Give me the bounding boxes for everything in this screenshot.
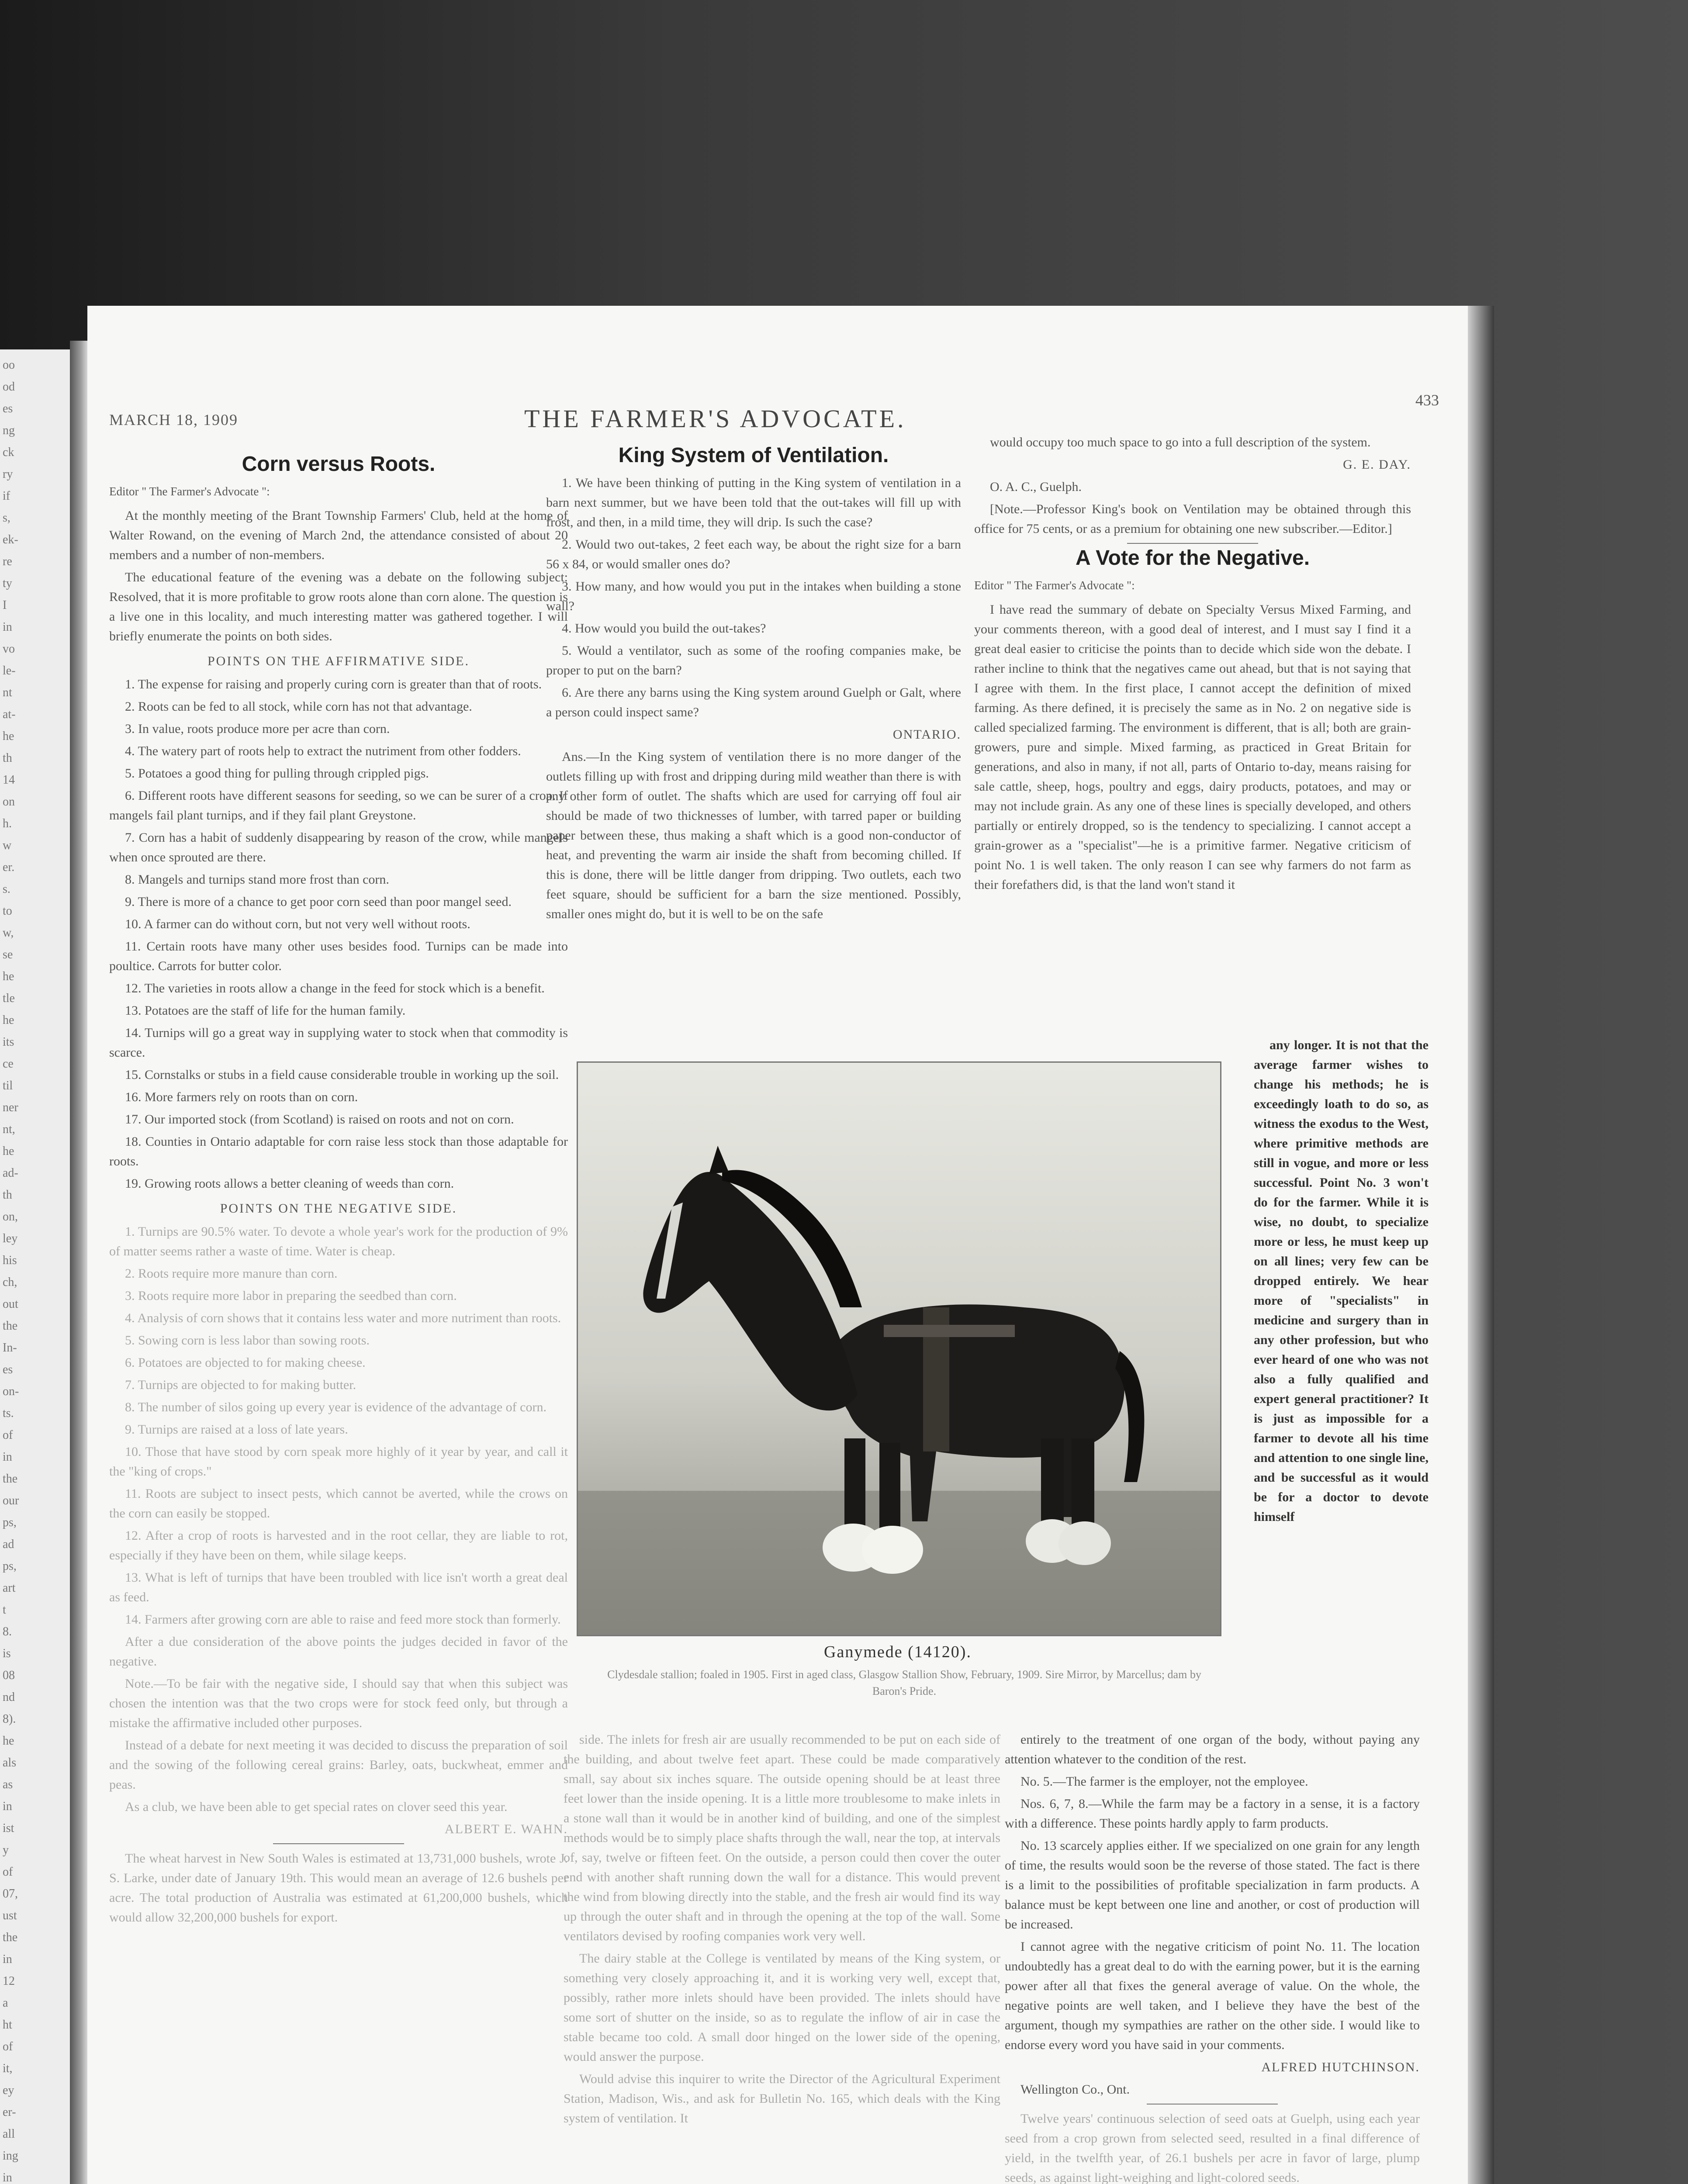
left-page-fragment: he [3, 1013, 14, 1027]
left-page-fragment: ch, [3, 1275, 17, 1289]
king-place: O. A. C., Guelph. [990, 480, 1082, 494]
harness-band [884, 1325, 1015, 1337]
left-page-fragment: ley [3, 1232, 18, 1245]
article-corn-versus-roots [109, 454, 568, 2184]
article-title: Corn versus Roots. [242, 454, 436, 476]
left-page-fragment: it, [3, 2062, 13, 2075]
paragraph: 2. Roots require more manure than corn. [125, 1266, 338, 1281]
wheat-note: The wheat harvest in New South Wales is estimated at 13,731,000 bushels, wrote J. S. Larke, under date of January 19th. This would mean an average of 12.6 bushels per acre. The total production of Australia was estimated at 61,200,000 bushels, which would allow 32,200,000 bushels for export. [109, 1851, 568, 1925]
left-page-fragment: w [3, 839, 12, 852]
left-page-edge [0, 349, 70, 2184]
editor-note: [Note.—Professor King's book on Ventilation may be obtained through this office for 75 cents, or as a premium for obtaining one new subscriber.—Editor.] [974, 502, 1411, 536]
paragraph: After a due consideration of the above points the judges decided in favor of the negative. [109, 1635, 568, 1669]
photo-caption: Ganymede (14120). [824, 1643, 972, 1661]
paragraph: The dairy stable at the College is ventilated by means of the King system, or something very closely approaching it, and it is working very well, except that, possibly, rather more inlets should have been provided. The inlets should have some sort of shutter on the inside, so as to regulate the inflow of air in case the stable became too cold. A small door hinged on the lower side of the opening, would answer the purpose. [564, 1951, 1000, 2064]
left-page-fragment: h. [3, 817, 12, 830]
header-page-number: 433 [1415, 391, 1439, 409]
divider [1147, 2104, 1278, 2105]
paragraph: 11. Roots are subject to insect pests, which cannot be averted, while the crows on the corn can easily be stopped. [109, 1486, 568, 1521]
left-page-fragment: ry [3, 467, 13, 481]
left-page-fragment: of [3, 1865, 13, 1879]
left-page-fragment: in [3, 1450, 12, 1464]
left-page-fragment: s. [3, 882, 10, 896]
king-continuation: would occupy too much space to go into a full description of the system. [990, 435, 1371, 449]
binding-shadow [70, 341, 87, 2184]
left-page-fragment: he [3, 729, 14, 743]
left-page-fragment: od [3, 380, 15, 394]
left-page-fragment: in [3, 620, 12, 634]
left-page-fragment: its [3, 1035, 14, 1049]
salutation: Editor " The Farmer's Advocate ": [974, 579, 1135, 592]
hoof-feather-4 [1058, 1521, 1111, 1565]
left-page-fragment: es [3, 1363, 13, 1376]
left-page-fragment: als [3, 1756, 17, 1769]
paragraph: 4. How would you build the out-takes? [562, 621, 766, 636]
paragraph: 7. Turnips are objected to for making butter. [125, 1378, 356, 1392]
paragraph: I have read the summary of debate on Specialty Versus Mixed Farming, and your comments thereon, with a good deal of interest, and I must say I find it a great deal easier to criticise the points than to decide which side won the debate. I rather incline to think that the negatives came out ahead, but that is not saying that I agree with them. In the first place, I cannot accept the definition of mixed farming. As there defined, it is precisely the same as in No. 2 on negative side is called specialized farming. The environment is different, that is all; both are grain-growers, pure and simple. Mixed farming, as practiced in Great Britain for generations, and also in many, if not all, parts of Ontario to-day, means raising for sale cattle, sheep, hogs, poultry and eggs, dairy products, potatoes, and may or may not include grain. As any one of these lines is specially developed, and others partially or entirely dropped, so is the tendency to specializing. I cannot accept a grain-grower as a "specialist"—he is a primitive farmer. Negative criticism of point No. 1 is well taken. The only reason I can see why farmers do not farm as their forefathers did, is that the land won't stand it [974, 602, 1411, 892]
left-page-fragment: of [3, 2040, 13, 2053]
left-page-fragment: ps, [3, 1516, 17, 1529]
paragraph: 5. Sowing corn is less labor than sowing roots. [125, 1333, 370, 1348]
signature: ALFRED HUTCHINSON. [1261, 2060, 1420, 2074]
paragraph: 17. Our imported stock (from Scotland) is raised on roots and not on corn. [125, 1112, 514, 1127]
article-vote-negative [974, 432, 1411, 1075]
left-page-fragment: vo [3, 642, 15, 656]
left-page-fragment: art [3, 1581, 16, 1595]
left-page-fragment: th [3, 751, 12, 765]
signature: ALBERT E. WAHN. [444, 1822, 568, 1836]
header-title: THE FARMER'S ADVOCATE. [524, 404, 906, 433]
paragraph: 14. Farmers after growing corn are able to raise and feed more stock than formerly. [125, 1612, 561, 1627]
paragraph: No. 13 scarcely applies either. If we specialized on one grain for any length of time, the results would soon be the reverse of those stated. The fact is there is a limit to the possibilities of profitable specialization in farm products. A balance must be kept between one line and another, or cost of production will be increased. [1005, 1838, 1420, 1932]
photo-subcaption: Clydesdale stallion; foaled in 1905. First in aged class, Glasgow Stallion Show, February, 1909. Sire Mirror, by Marcellus; dam by Baron's Pride. [607, 1668, 1201, 1697]
hoof-feather-2 [862, 1526, 923, 1574]
continuation-paragraphs [564, 1730, 1000, 2128]
right-page-edge [1468, 306, 1494, 2184]
divider [1127, 543, 1258, 544]
paragraph: 10. Those that have stood by corn speak more highly of it year by year, and call it the "king of crops." [109, 1444, 568, 1479]
paragraph: 16. More farmers rely on roots than on corn. [125, 1090, 358, 1104]
paragraph: 1. The expense for raising and properly curing corn is greater than that of roots. [125, 677, 542, 691]
narrow-paragraph: any longer. It is not that the average farmer wishes to change his methods; he is exceedingly loath to do so, as witness the exodus to the West, where primitive methods are still in vogue, and more or less successful. Point No. 3 won't do for the farmer. While it is wise, no doubt, to specialize more or less, he must keep up on all lines; very few can be dropped entirely. We hear more of "specialists" in medicine and surgery than in any other profession, but who ever heard of one who was not also a fully qualified and expert general practitioner? It is just as impossible for a farmer to devote all his time and attention to one single line, and be successful as it would be for a doctor to devote himself [1254, 1038, 1429, 1524]
article-king-system [546, 446, 961, 1092]
left-page-fragment: til [3, 1079, 13, 1092]
left-page-fragment: le- [3, 664, 16, 677]
left-page-fragment: nt, [3, 1123, 15, 1136]
paragraph: 5. Would a ventilator, such as some of the roofing companies make, be proper to put on the barn? [546, 643, 961, 677]
paragraph: 10. A farmer can do without corn, but not very well without roots. [125, 917, 470, 931]
left-page-fragment: s, [3, 511, 10, 525]
paragraph: 1. We have been thinking of putting in the King system of ventilation in a barn next summer, but we have been told that the out-takes will fill up with frost, and then, in a mild time, they will drip. Is such the case? [546, 476, 961, 529]
left-page-fragment: on [3, 795, 15, 809]
paragraph: 9. There is more of a chance to get poor corn seed than poor mangel seed. [125, 895, 512, 909]
paragraph: 4. Analysis of corn shows that it contains less water and more nutriment than roots. [125, 1311, 561, 1325]
left-page-fragment: ps, [3, 1559, 17, 1573]
left-page-fragment: ht [3, 2018, 12, 2032]
paragraph: 4. The watery part of roots help to extract the nutriment from other fodders. [125, 744, 521, 758]
paragraph: 2. Would two out-takes, 2 feet each way, be about the right size for a barn 56 x 84, or would smaller ones do? [546, 537, 961, 571]
left-page-fragment: tle [3, 992, 15, 1005]
salutation: Editor " The Farmer's Advocate ": [109, 485, 270, 498]
paragraph: 6. Are there any barns using the King system around Guelph or Galt, where a person could inspect same? [546, 685, 961, 719]
hind-leg-right [1072, 1438, 1094, 1526]
left-page-fragment: ist [3, 1821, 14, 1835]
left-page-fragment: at- [3, 708, 16, 721]
seed-note: Twelve years' continuous selection of seed oats at Guelph, using each year seed from a crop grown from selected seed, resulted in a final difference of yield, in the twelfth year, of 26.1 bushels per acre in favor of large, plump seeds, as against light-weighing and light-colored seeds. [1005, 2111, 1420, 2184]
intro-paragraphs [109, 506, 568, 646]
left-page-fragment: all [3, 2127, 15, 2141]
left-page-fragment: se [3, 948, 13, 961]
left-page-fragment: ust [3, 1909, 17, 1922]
vote-negative-continuation [1005, 1730, 1420, 2184]
paragraph: 13. What is left of turnips that have been troubled with lice isn't worth a great deal as feed. [109, 1570, 568, 1604]
left-page-fragment: of [3, 1428, 13, 1442]
paragraph: 5. Potatoes a good thing for pulling through crippled pigs. [125, 766, 429, 781]
left-page-fragment: ce [3, 1057, 14, 1071]
left-page-fragment: a [3, 1996, 8, 2010]
left-page-fragment: he [3, 1734, 14, 1748]
left-page-fragment: ad [3, 1538, 14, 1551]
paragraph: Instead of a debate for next meeting it was decided to discuss the preparation of soil and the sowing of the following cereal grains: Barley, oats, buckwheat, emmer and peas. [109, 1738, 568, 1792]
paragraph: 9. Turnips are raised at a loss of late years. [125, 1422, 348, 1437]
left-page-fragment: 14 [3, 773, 15, 787]
left-page-fragment: I [3, 598, 7, 612]
negative-points [109, 1222, 568, 1817]
negative-heading: POINTS ON THE NEGATIVE SIDE. [220, 1201, 457, 1216]
left-page-fragment: on, [3, 1210, 18, 1223]
paragraph: I cannot agree with the negative criticism of point No. 11. The location undoubtedly has a great deal to do with the earning power, but it is the earning power after all that fixes the general average of value. On the whole, the negative points are well taken, and I believe they have the best of the argument, though my sympathies are rather on the other side. I would like to endorse every word you have said in your comments. [1005, 1939, 1420, 2052]
left-page-fragment: ty [3, 577, 12, 590]
left-page-fragment: th [3, 1188, 12, 1202]
left-page-fragment: ad- [3, 1166, 18, 1180]
left-page-fragment: nt [3, 686, 12, 699]
article-title: A Vote for the Negative. [1075, 546, 1310, 570]
left-page-fragment: w, [3, 926, 14, 940]
left-page-fragment: 12 [3, 1974, 15, 1988]
left-page-fragment: is [3, 1647, 11, 1660]
vote-paragraphs [974, 600, 1411, 895]
paragraph: 7. Corn has a habit of suddenly disappearing by reason of the crow, while mangels when once sprouted are there. [109, 830, 568, 864]
paragraph: 12. The varieties in roots allow a change in the feed for stock which is a benefit. [125, 981, 545, 995]
left-page-fragment: 8). [3, 1712, 16, 1726]
affirmative-points [109, 674, 568, 1193]
paragraph: 8. The number of silos going up every year is evidence of the advantage of corn. [125, 1400, 547, 1414]
left-page-fragment: on- [3, 1385, 19, 1398]
left-page-fragment: the [3, 1931, 18, 1944]
left-page-fragment: ck [3, 446, 14, 459]
paragraph: 11. Certain roots have many other uses besides food. Turnips can be made into poultice. Carrots for butter color. [109, 939, 568, 973]
left-page-fragment: he [3, 970, 14, 983]
left-page-fragment: er- [3, 2105, 16, 2119]
paragraph: Nos. 6, 7, 8.—While the farm may be a factory in a sense, it is a factory with a difference. These points hardly apply to farm products. [1005, 1797, 1420, 1831]
paragraph: 1. Turnips are 90.5% water. To devote a whole year's work for the production of 9% of matter seems rather a waste of time. Water is cheap. [109, 1224, 568, 1258]
question-paragraphs [546, 473, 961, 722]
left-page-fragment: es [3, 402, 13, 415]
left-page-fragment: t [3, 1603, 6, 1617]
left-page-fragment: in [3, 1800, 12, 1813]
paragraph: side. The inlets for fresh air are usually recommended to be put on each side of the building, and about twelve feet apart. These could be made comparatively small, say about six inches square. The outside opening should be at least three feet lower than the inside opening. It is a little more troublesome to make inlets in a stone wall than it would be in another kind of building, and one of the simplest methods would be to simply place shafts through the wall, near the top, at intervals of, say, twelve or fifteen feet. On the outside, a person could then cover the outer end with another shaft running down the wall for a distance. This would prevent the wind from blowing directly into the stable, and the fresh air would find its way up through the outer shaft and in through the opening at the top of the wall. Some ventilators devised by roofing companies work very well. [564, 1732, 1000, 1943]
paragraph: 3. Roots require more labor in preparing the seedbed than corn. [125, 1289, 457, 1303]
king-system-continuation [564, 1730, 1000, 2184]
left-page-fragment: ner [3, 1101, 18, 1114]
left-page-fragment: the [3, 1319, 18, 1333]
left-page-fragment: re [3, 555, 12, 568]
paragraph: 8. Mangels and turnips stand more frost than corn. [125, 872, 389, 887]
left-page-fragment: the [3, 1472, 18, 1486]
paragraph: 14. Turnips will go a great way in supplying water to stock when that commodity is scarce. [109, 1026, 568, 1060]
vote-narrow-column [1254, 1035, 1429, 1778]
left-page-fragment: ng [3, 424, 15, 437]
paragraph: 6. Different roots have different seasons for seeding, so we can be surer of a crop. If mangels fail plant turnips, and if they fail plant Greystone. [109, 788, 568, 822]
place: Wellington Co., Ont. [1020, 2082, 1130, 2097]
front-leg-left [844, 1438, 865, 1530]
left-page-fragment: 8. [3, 1625, 12, 1638]
answer-paragraph: Ans.—In the King system of ventilation there is no more danger of the outlets filling up with frost and dripping during mild weather than there is with any other form of outlet. The shafts which are used for carrying off foul air should be made of two thicknesses of lumber, with tarred paper or building paper between these, thus making a shaft which is a good non-conductor of heat, and preventing the warm air inside the shaft from becoming chilled. If this is done, there will be little danger from dripping. Two outlets, each two feet square, should be sufficient for a barn the size mentioned. Possibly, smaller ones might do, but it is well to be on the safe [546, 750, 961, 921]
paragraph: The educational feature of the evening was a debate on the following subject: Resolved, that it is more profitable to grow roots alone than corn alone. The question is a live one in this locality, and much interesting matter was gathered together. I will briefly enumerate the points on both sides. [109, 570, 568, 643]
paragraph: 19. Growing roots allows a better cleaning of weeds than corn. [125, 1176, 454, 1191]
left-page-fragment: y [3, 1843, 9, 1857]
paragraph: Note.—To be fair with the negative side, I should say that when this subject was chosen the intention was that the two crops were for stock feed only, but through a mistake the affirmative included other purposes. [109, 1676, 568, 1730]
paragraph: 3. In value, roots produce more per acre than corn. [125, 722, 390, 736]
paragraph: 2. Roots can be fed to all stock, while corn has not that advantage. [125, 699, 472, 714]
header-date: MARCH 18, 1909 [109, 411, 239, 429]
paragraph: 12. After a crop of roots is harvested and in the root cellar, they are liable to rot, especially if they have been on them, while silage keeps. [109, 1528, 568, 1562]
hind-leg-left [1041, 1438, 1064, 1526]
paragraph: 3. How many, and how would you put in the intakes when building a stone wall? [546, 579, 961, 613]
paragraph: 13. Potatoes are the staff of life for the human family. [125, 1003, 406, 1018]
paragraph: 18. Counties in Ontario adaptable for corn raise less stock than those adaptable for roots. [109, 1134, 568, 1168]
king-signature: G. E. DAY. [1343, 457, 1411, 472]
left-page-fragment: in [3, 1952, 12, 1966]
left-page-fragment: our [3, 1494, 19, 1507]
left-page-fragment: as [3, 1778, 13, 1791]
bottom-paragraphs [1005, 1730, 1420, 2055]
left-page-fragment: ek- [3, 533, 18, 546]
left-page-fragment: 08 [3, 1669, 15, 1682]
horse-illustration [578, 1063, 1220, 1635]
paragraph: Would advise this inquirer to write the Director of the Agricultural Experiment Station, Madison, Wis., and ask for Bulletin No. 165, which deals with the King system of ventilation. It [564, 2072, 1000, 2125]
left-page-fragment: ts. [3, 1406, 14, 1420]
article-title: King System of Ventilation. [618, 446, 889, 467]
left-page-fragment: out [3, 1297, 18, 1311]
left-page-fragment: ing [3, 2149, 18, 2163]
paragraph: 15. Cornstalks or stubs in a field cause considerable trouble in working up the soil. [125, 1068, 559, 1082]
paragraph: As a club, we have been able to get special rates on clover seed this year. [125, 1800, 508, 1814]
paragraph: No. 5.—The farmer is the employer, not the employee. [1020, 1774, 1308, 1789]
left-page-fragment: 07, [3, 1887, 18, 1901]
left-page-fragment: if [3, 489, 10, 503]
left-page-fragment: his [3, 1254, 17, 1267]
paragraph: entirely to the treatment of one organ of the body, without paying any attention whatever to the condition of the rest. [1005, 1732, 1420, 1766]
paragraph: At the monthly meeting of the Brant Township Farmers' Club, held at the home of Walter Rowand, on the evening of March 2nd, the attendance consisted of about 20 members and a number of non-members. [109, 508, 568, 562]
left-page-fragment: in [3, 2171, 12, 2184]
paragraph: 6. Potatoes are objected to for making cheese. [125, 1355, 366, 1370]
left-page-fragment: to [3, 904, 12, 918]
left-page-fragment: ey [3, 2084, 14, 2097]
affirmative-heading: POINTS ON THE AFFIRMATIVE SIDE. [208, 654, 470, 668]
signoff: ONTARIO. [892, 727, 961, 742]
left-page-fragment: nd [3, 1690, 15, 1704]
left-page-fragment: er. [3, 860, 15, 874]
left-page-fragment: In- [3, 1341, 17, 1355]
horse-photo [577, 1061, 1221, 1636]
left-page-fragment: he [3, 1144, 14, 1158]
left-page-fragment: oo [3, 358, 15, 372]
divider [273, 1843, 404, 1844]
front-leg-right [879, 1443, 900, 1534]
